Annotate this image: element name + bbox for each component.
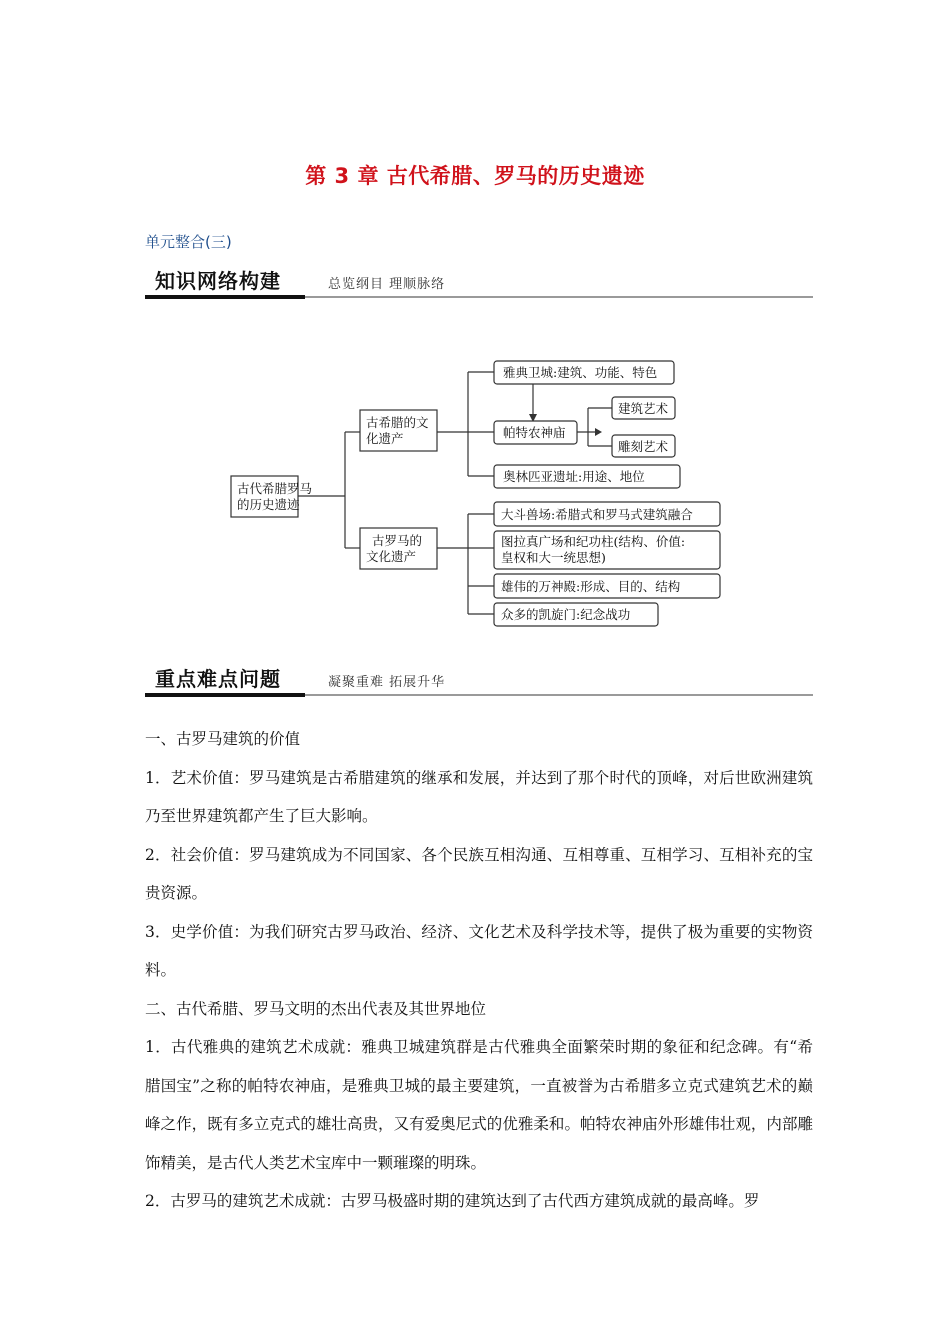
- node-root-line1: 古代希腊罗马: [237, 481, 313, 496]
- node-acropolis: [494, 361, 674, 384]
- node-pantheon-label: 雄伟的万神殿:形成、目的、结构: [501, 579, 681, 594]
- node-rome-line2: 文化遗产: [366, 549, 417, 564]
- paragraph-historical-value: 3．史学价值：为我们研究古罗马政治、经济、文化艺术及科学技术等，提供了极为重要的实物资料。: [145, 922, 813, 979]
- heading-greek-roman-representatives: 二、古代希腊、罗马文明的杰出代表及其世界地位: [145, 999, 487, 1018]
- node-pantheon: [494, 574, 720, 598]
- node-rome: [360, 528, 437, 569]
- node-acropolis-label: 雅典卫城:建筑、功能、特色: [503, 365, 658, 380]
- node-sculpture-art: [612, 435, 675, 457]
- node-trajan-line2: 皇权和大一统思想): [501, 550, 606, 565]
- node-arches-label: 众多的凯旋门:纪念战功: [501, 607, 631, 622]
- main-content: [145, 720, 813, 1221]
- node-sculpture-art-label: 雕刻艺术: [618, 439, 669, 454]
- section-title: 知识网络构建: [155, 269, 281, 293]
- chapter-title: 第 3 章 古代希腊、罗马的历史遗迹: [305, 164, 645, 188]
- section-title-bar: [145, 693, 305, 697]
- unit-subtitle: 单元整合(三): [145, 233, 232, 251]
- node-greece-line2: 化遗产: [366, 431, 404, 446]
- node-architecture-art-label: 建筑艺术: [618, 401, 669, 416]
- paragraph-rome-architecture: 2．古罗马的建筑艺术成就：古罗马极盛时期的建筑达到了古代西方建筑成就的最高峰。罗: [145, 1192, 760, 1210]
- node-olympia: [494, 465, 680, 488]
- node-arches: [494, 603, 658, 626]
- node-greece: [360, 410, 437, 451]
- paragraph-artistic-value: 1．艺术价值：罗马建筑是古希腊建筑的继承和发展，并达到了那个时代的顶峰，对后世欧洲建筑乃至世界建筑都产生了巨大影响。: [145, 768, 813, 825]
- node-architecture-art: [612, 397, 675, 419]
- heading-roman-architecture-value: 一、古罗马建筑的价值: [145, 730, 301, 748]
- node-trajan: [494, 531, 720, 569]
- node-parthenon: [494, 421, 577, 444]
- paragraph-athens-architecture: 1．古代雅典的建筑艺术成就：雅典卫城建筑群是古代雅典全面繁荣时期的象征和纪念碑。有“希腊国宝”之称的帕特农神庙，是雅典卫城的最主要建筑，一直被誉为古希腊多立克式建筑艺术的巅峰之作，既有多立克式的雄壮高贵，又有爱奥尼式的优雅柔和。帕特农神庙外形雄伟壮观，内部雕饰精美，是古代人类艺术宝库中一颗璀璨的明珠。: [145, 1038, 813, 1172]
- section-title: 重点难点问题: [155, 667, 281, 691]
- node-parthenon-label: 帕特农神庙: [503, 425, 566, 440]
- section-subtitle: 凝聚重难 拓展升华: [328, 675, 446, 690]
- node-trajan-line1: 图拉真广场和纪功柱(结构、价值:: [501, 534, 686, 549]
- node-colosseum: [494, 502, 720, 526]
- node-colosseum-label: 大斗兽场:希腊式和罗马式建筑融合: [501, 507, 693, 522]
- node-olympia-label: 奥林匹亚遗址:用途、地位: [503, 469, 645, 484]
- node-root-line2: 的历史遗迹: [237, 497, 300, 512]
- section-header-key-points: [145, 664, 813, 696]
- node-rome-line1: 古罗马的: [372, 533, 423, 548]
- paragraph-social-value: 2．社会价值：罗马建筑成为不同国家、各个民族互相沟通、互相尊重、互相学习、互相补充的宝贵资源。: [145, 845, 813, 902]
- node-greece-line1: 古希腊的文: [366, 415, 429, 430]
- section-subtitle: 总览纲目 理顺脉络: [328, 277, 446, 292]
